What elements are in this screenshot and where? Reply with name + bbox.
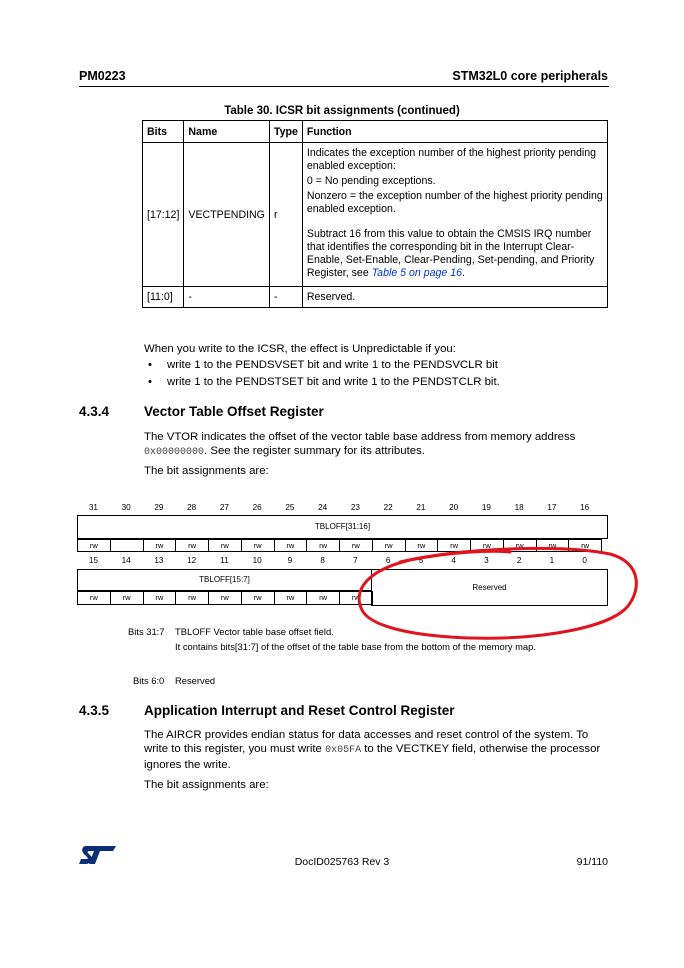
access-cell: rw xyxy=(536,539,570,552)
function-p3: Nonzero = the exception number of the highest priority pending enabled exception. xyxy=(306,190,603,215)
bit-number: 15 xyxy=(88,556,98,565)
bit-number: 25 xyxy=(285,503,295,512)
bit-number: 6 xyxy=(385,556,391,565)
row-type: r xyxy=(269,143,302,287)
table-header-row xyxy=(143,121,608,143)
bit-number: 17 xyxy=(547,503,557,512)
function-p1: Indicates the exception number of the highest priority pending enabled exception: xyxy=(306,147,597,172)
bit-number: 28 xyxy=(187,503,197,512)
header-rule xyxy=(79,86,609,87)
bullet-2: write 1 to the PENDSTSET bit and write 1 to the PENDSTCLR bit. xyxy=(167,376,500,388)
bit-number: 21 xyxy=(416,503,426,512)
bit-number: 20 xyxy=(449,503,459,512)
section-number: 4.3.4 xyxy=(79,404,110,419)
bit-number: 8 xyxy=(320,556,325,565)
reserved-field: Reserved xyxy=(371,569,608,606)
row-bits: [17:12] xyxy=(143,143,184,287)
bit-number: 23 xyxy=(350,503,360,512)
bit-number: 29 xyxy=(154,503,164,512)
bits-6-0-label: Bits 6:0 xyxy=(133,675,165,686)
vtor-paragraph xyxy=(144,430,594,460)
aircr-paragraph xyxy=(144,728,614,772)
bit-number: 3 xyxy=(484,556,489,565)
access-cell: rw xyxy=(405,539,439,552)
col-type: Type xyxy=(269,121,302,143)
bit-number: 10 xyxy=(252,556,262,565)
access-cell: rw xyxy=(568,539,602,552)
vtor-para-text: The VTOR indicates the offset of the vector table base address from memory address xyxy=(144,431,576,443)
table-caption: Table 30. ICSR bit assignments (continued) xyxy=(224,105,460,117)
footer-docid: DocID025763 Rev 3 xyxy=(294,856,390,868)
bits-6-0-desc: Reserved xyxy=(175,675,216,686)
access-cell: rw xyxy=(437,539,471,552)
row-name: VECTPENDING xyxy=(184,143,270,287)
access-cell: rw xyxy=(306,591,340,605)
aircr-para-end: to the VECTKEY field, otherwise the processor ignores the write. xyxy=(144,743,601,771)
bits-31-7-desc: TBLOFF Vector table base offset field. xyxy=(175,626,334,637)
row-function xyxy=(302,143,607,287)
access-cell: rw xyxy=(372,539,406,552)
col-name: Name xyxy=(184,121,270,143)
bit-number: 0 xyxy=(582,556,587,565)
vectkey-code: 0x05FA xyxy=(325,745,362,756)
row-bits: [11:0] xyxy=(143,287,184,308)
vtor-address-code: 0x00000000 xyxy=(144,447,205,458)
access-cell: rw xyxy=(274,591,308,605)
col-bits: Bits xyxy=(143,121,184,143)
access-cell: rw xyxy=(306,539,340,552)
page-number: 91/110 xyxy=(576,856,608,868)
table5-link[interactable]: Table 5 on page 16 xyxy=(371,267,463,279)
section-title: Application Interrupt and Reset Control Register xyxy=(144,703,455,718)
section-number: 4.3.5 xyxy=(79,703,110,718)
bit-number: 31 xyxy=(88,503,98,512)
bit-number: 5 xyxy=(418,556,424,565)
bits-31-7-label: Bits 31:7 xyxy=(128,626,165,637)
access-cell: rw xyxy=(274,539,308,552)
bullet-dot: • xyxy=(148,359,152,371)
bit-number: 24 xyxy=(318,503,328,512)
row-name: - xyxy=(184,287,270,308)
bit-number: 26 xyxy=(252,503,262,512)
bits-31-7-desc2: It contains bits[31:7] of the offset of the table base from the bottom of the memory map. xyxy=(175,641,536,652)
table-row xyxy=(143,143,608,287)
access-cell: rw xyxy=(110,591,144,605)
bit-number: 30 xyxy=(121,503,131,512)
row-function: Reserved. xyxy=(302,287,607,308)
access-cell: rw xyxy=(339,591,373,605)
access-cell: rw xyxy=(241,539,275,552)
vtor-bit-intro: The bit assignments are: xyxy=(144,465,269,477)
icsr-bit-table xyxy=(142,120,608,308)
aircr-para-text: The AIRCR provides endian status for data accesses and reset control of the system. To write to this register, you must write xyxy=(144,729,589,755)
function-p4-text: Subtract 16 from this value to obtain the CMSIS IRQ number that identifies the corresponding bit in the Interrupt Clear-Enable, Set-Enable, Clear-Pending, Set-pending, and Priority Register, see xyxy=(306,228,595,279)
access-cell: rw xyxy=(143,539,177,552)
access-cell xyxy=(110,539,144,552)
bit-number: 14 xyxy=(121,556,131,565)
table-row xyxy=(143,287,608,308)
bit-number: 18 xyxy=(514,503,524,512)
access-cell: rw xyxy=(503,539,537,552)
tbloff-upper-field: TBLOFF[31:16] xyxy=(77,515,608,539)
red-annotation-ellipse xyxy=(340,540,650,650)
bullet-dot: • xyxy=(148,376,152,388)
function-p4 xyxy=(307,228,603,280)
doc-id-header: PM0223 xyxy=(79,69,126,83)
function-p4-end: . xyxy=(462,267,465,279)
access-cell: rw xyxy=(208,539,242,552)
aircr-bit-intro: The bit assignments are: xyxy=(144,779,269,791)
bit-number: 16 xyxy=(580,503,590,512)
section-title: Vector Table Offset Register xyxy=(144,404,324,419)
access-cell: rw xyxy=(208,591,242,605)
access-cell: rw xyxy=(175,591,209,605)
bit-number: 4 xyxy=(451,556,456,565)
bit-number: 19 xyxy=(481,503,491,512)
section-header: STM32L0 core peripherals xyxy=(452,69,608,83)
bit-number: 1 xyxy=(549,556,555,565)
bit-number: 12 xyxy=(187,556,197,565)
vtor-para-end: . See the register summary for its attributes. xyxy=(204,445,425,457)
access-cell: rw xyxy=(175,539,209,552)
bit-number: 11 xyxy=(220,556,229,565)
access-cell: rw xyxy=(470,539,504,552)
bit-number: 27 xyxy=(219,503,229,512)
access-cell: rw xyxy=(143,591,177,605)
col-function: Function xyxy=(302,121,607,143)
access-cell: rw xyxy=(241,591,275,605)
access-cell: rw xyxy=(77,591,111,605)
access-cell: rw xyxy=(77,539,111,552)
bullet-1: write 1 to the PENDSVSET bit and write 1 to the PENDSVCLR bit xyxy=(167,359,498,371)
bit-number: 13 xyxy=(154,556,164,565)
bit-number: 7 xyxy=(353,556,358,565)
bit-number: 22 xyxy=(383,503,393,512)
tbloff-lower-field: TBLOFF[15:7] xyxy=(77,569,372,591)
access-cell: rw xyxy=(339,539,373,552)
function-p2: 0 = No pending exceptions. xyxy=(306,175,436,187)
icsr-intro: When you write to the ICSR, the effect is Unpredictable if you: xyxy=(144,343,456,355)
bit-number: 2 xyxy=(516,556,522,565)
bit-number: 9 xyxy=(287,556,293,565)
row-type: - xyxy=(269,287,302,308)
